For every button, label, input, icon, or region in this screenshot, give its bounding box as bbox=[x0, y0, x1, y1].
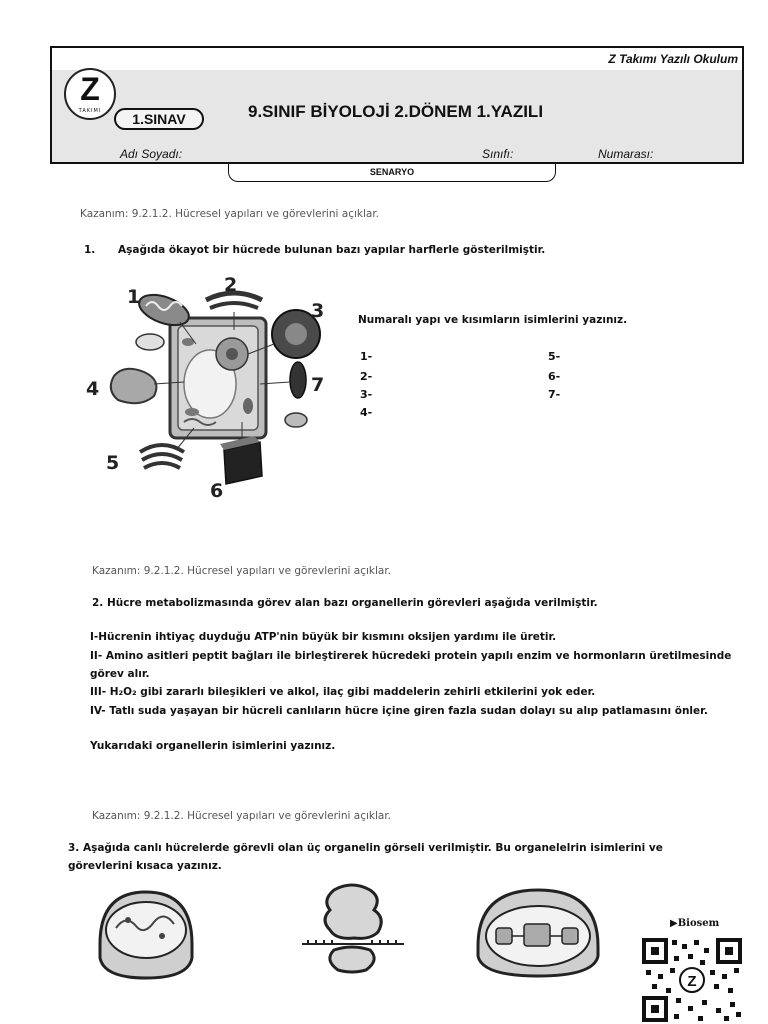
answer-5: 5- bbox=[548, 350, 561, 363]
peroxisome-drawing bbox=[92, 886, 198, 986]
q1-text: Aşağıda ökayot bir hücrede bulunan bazı yapılar harflerle gösterilmiştir. bbox=[118, 244, 546, 256]
number-label: Numarası: bbox=[598, 147, 654, 161]
answer-2: 2- bbox=[360, 370, 373, 383]
q2-item-1: I-Hücrenin ihtiyaç duyduğu ATP'nin büyük bir kısmını oksijen yardımı ile üretir. bbox=[90, 631, 557, 643]
ribosome-small-subunit bbox=[330, 947, 374, 972]
answer-1: 1- bbox=[360, 350, 373, 363]
nucleus-inner bbox=[285, 323, 307, 345]
chloroplast-drawing bbox=[472, 884, 604, 984]
q2-item-2-cont: görev alır. bbox=[90, 668, 150, 680]
organelle-a-dot-1 bbox=[125, 917, 131, 923]
figure-label-7: 7 bbox=[311, 374, 325, 396]
qr-finder-tl-dot bbox=[651, 947, 659, 955]
q1-kazanim: Kazanım: 9.2.1.2. Hücresel yapıları ve görevlerini açıklar. bbox=[80, 208, 380, 220]
figure-label-5: 5 bbox=[106, 452, 120, 474]
answer-6: 6- bbox=[548, 370, 561, 383]
qr-center-letter: Z bbox=[687, 973, 697, 990]
figure-label-2: 2 bbox=[224, 274, 238, 296]
granum-2 bbox=[524, 924, 550, 946]
q3-line-1: 3. Aşağıda canlı hücrelerde görevli olan üç organelin görseli verilmiştir. Bu organelelrin isimlerini ve bbox=[68, 842, 663, 854]
q1-instruction: Numaralı yapı ve kısımların isimlerini yazınız. bbox=[358, 314, 628, 326]
figure-label-4: 4 bbox=[86, 378, 100, 400]
q3-kazanim: Kazanım: 9.2.1.2. Hücresel yapıları ve görevlerini açıklar. bbox=[92, 810, 392, 822]
chloroplast-shape bbox=[290, 362, 306, 398]
q2-item-2: II- Amino asitleri peptit bağları ile birleştirerek hücredeki protein yapılı enzim ve hormonların üretilmesinde bbox=[90, 650, 732, 662]
ribosome-drawing bbox=[300, 880, 406, 976]
cell-nucleolus bbox=[226, 348, 238, 360]
smooth-er-shape bbox=[111, 369, 157, 403]
qr-caption bbox=[670, 918, 719, 929]
figure-label-3: 3 bbox=[311, 300, 325, 322]
exam-badge: 1.SINAV bbox=[114, 108, 204, 130]
play-icon: ▶ bbox=[670, 918, 678, 929]
qr-caption-text: Biosem bbox=[677, 918, 720, 929]
figure-label-1: 1 bbox=[127, 286, 141, 308]
qr-code[interactable] bbox=[640, 936, 744, 1024]
logo-letter: Z bbox=[80, 71, 100, 107]
inner-mito-b bbox=[185, 408, 199, 416]
q2-instruction: Yukarıdaki organellerin isimlerini yazınız. bbox=[90, 740, 336, 752]
q2-item-3: III- H₂O₂ gibi zararlı bileşikleri ve alkol, ilaç gibi maddelerin zehirli etkilerini yok eder. bbox=[90, 686, 596, 698]
q2-text: 2. Hücre metabolizmasında görev alan bazı organellerin görevleri aşağıda verilmiştir. bbox=[92, 597, 598, 609]
class-label: Sınıfı: bbox=[482, 147, 514, 161]
peroxisome-shape bbox=[285, 413, 307, 427]
logo-subtext: TAKIMI bbox=[78, 108, 102, 114]
answer-4: 4- bbox=[360, 406, 373, 419]
granum-3 bbox=[562, 928, 578, 944]
qr-finder-tr-dot bbox=[725, 947, 733, 955]
granum-1 bbox=[496, 928, 512, 944]
answer-7: 7- bbox=[548, 388, 561, 401]
q2-item-4: IV- Tatlı suda yaşayan bir hücreli canlıların hücre içine giren fazla sudan dolayı su alıp patlamasını önler. bbox=[90, 705, 708, 717]
ribosome-large-subunit bbox=[325, 885, 381, 938]
q1-number: 1. bbox=[84, 244, 96, 256]
scenario-tab: SENARYO bbox=[228, 164, 556, 182]
exam-title: 9.SINIF BİYOLOJİ 2.DÖNEM 1.YAZILI bbox=[248, 102, 544, 121]
figure-label-6: 6 bbox=[210, 480, 224, 502]
er-stack-b bbox=[210, 303, 258, 308]
answer-3: 3- bbox=[360, 388, 373, 401]
school-name: Z Takımı Yazılı Okulum bbox=[608, 52, 738, 66]
q2-kazanim: Kazanım: 9.2.1.2. Hücresel yapıları ve görevlerini açıklar. bbox=[92, 565, 392, 577]
vesicle-shape bbox=[136, 334, 164, 350]
qr-finder-bl-dot bbox=[651, 1005, 659, 1013]
organelle-a-dot-2 bbox=[159, 933, 165, 939]
z-logo bbox=[64, 68, 116, 120]
q3-line-2: görevlerini kısaca yazınız. bbox=[68, 860, 222, 872]
inner-chloro bbox=[243, 398, 253, 414]
name-label: Adı Soyadı: bbox=[120, 147, 183, 161]
